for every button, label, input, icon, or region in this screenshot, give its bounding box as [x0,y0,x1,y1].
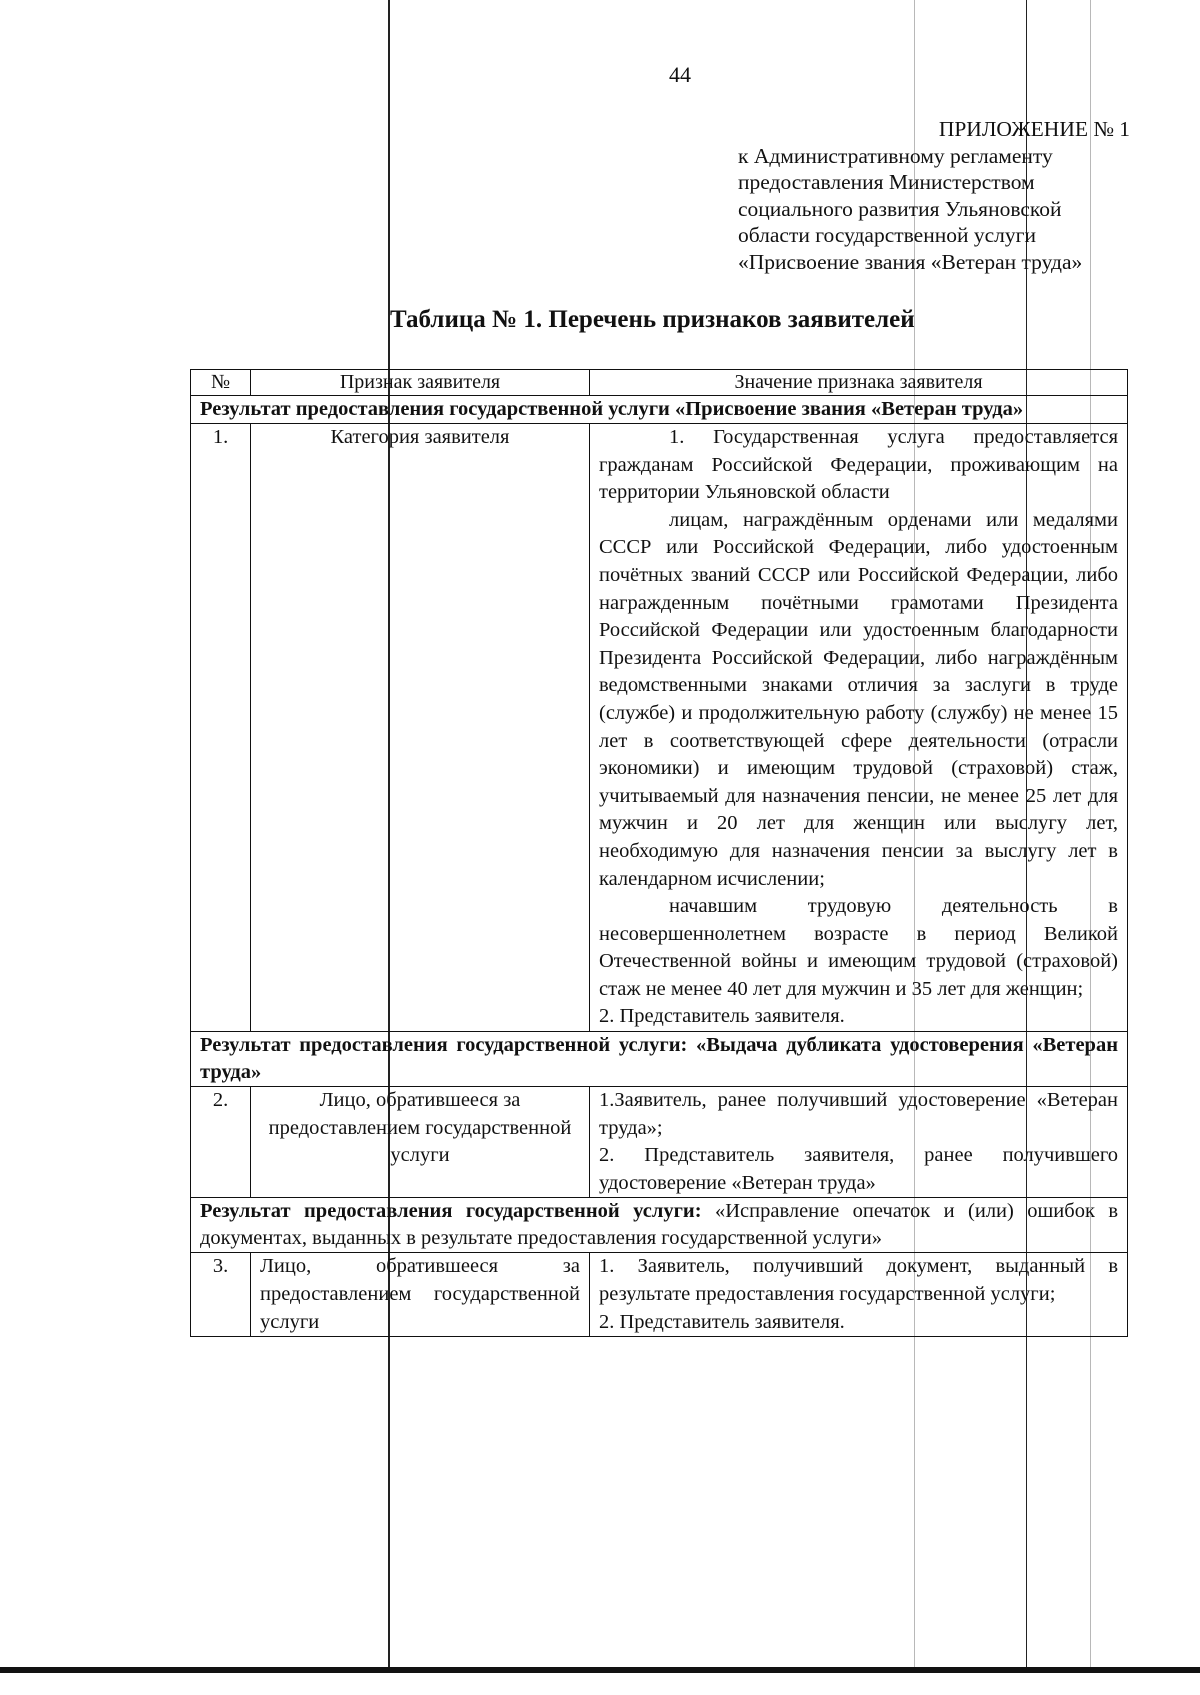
row-value [590,1253,1128,1337]
table-header-row [191,370,1128,396]
applicant-attributes-table [190,369,1128,1337]
row-attribute: Категория заявителя [251,424,590,1032]
appendix-line: предоставления Министерством [738,170,1035,194]
table-row [191,1253,1128,1337]
section-title: Результат предоставления государственной услуги «Присвоение звания «Ветеран труда» [191,396,1128,424]
section-title: Результат предоставления государственной услуги: «Выдача дубликата удостоверения «Ветеран труда» [191,1032,1128,1087]
value-paragraph: 2. Представитель заявителя, ранее получившего удостоверение «Ветеран труда» [599,1144,1118,1194]
value-paragraph: 2. Представитель заявителя. [599,1310,845,1333]
section-row [191,396,1128,424]
page-number: 44 [669,62,691,87]
scan-bottom-edge [0,1667,1200,1673]
appendix-line: «Присвоение звания «Ветеран труда» [738,249,1083,274]
section-title-bold: Результат предоставления государственной услуги: [200,1200,702,1223]
appendix-line: социального развития Ульяновской [738,196,1062,221]
row-attribute: Лицо, обратившееся за предоставлением государственной услуги [251,1087,590,1198]
value-paragraph: лицам, награждённым орденами или медалями СССР или Российской Федерации, либо удостоенным почётных званий СССР или Российской Федерации, либо награжденным почётными грамотами Президента Российской Федерации или удостоенным благодарности Президента Российской Федерации, либо награждённым ведомственными знаками отличия за заслуги в труде (службе) и продолжительную работу (службу) не менее 15 лет в соответствующей сфере деятельности (отрасли экономики) и имеющим трудовой (страховой) стаж, учитываемый для назначения пенсии, не менее 25 лет для мужчин и 20 лет для женщин или выслугу лет, необходимую для назначения пенсии за выслугу лет в календарном исчислении; [599,508,1118,890]
row-attribute: Лицо, обратившееся за предоставлением государственной услуги [251,1253,590,1337]
section-title-rest: «Исправление опечаток и (или) ошибок в документах, выданных в результате предоставления государственной услуги» [200,1200,1118,1250]
row-value [590,1087,1128,1198]
table-title: Таблица № 1. Перечень признаков заявителей [390,306,915,333]
section-row [191,1032,1128,1087]
section-row [191,1198,1128,1253]
value-paragraph: 2. Представитель заявителя. [599,1005,845,1028]
value-paragraph: 1. Государственная услуга предоставляется гражданам Российской Федерации, проживающим на территории Ульяновской области [599,426,1118,504]
value-paragraph: 1.Заявитель, ранее получивший удостоверение «Ветеран труда»; [599,1089,1118,1139]
appendix-header [738,116,1138,275]
value-paragraph: 1. Заявитель, получивший документ, выданный в результате предоставления государственной услуги; [599,1255,1118,1306]
header-number: № [191,370,251,396]
row-number: 3. [191,1253,251,1337]
value-paragraph: начавшим трудовую деятельность в несовершеннолетнем возрасте в период Великой Отечественной войны и имеющим трудовой (страховой) стаж не менее 40 лет для мужчин и 35 лет для женщин; [599,895,1118,1000]
header-attribute: Признак заявителя [251,370,590,396]
row-value [590,424,1128,1032]
row-number: 1. [191,424,251,1032]
section-title [191,1198,1128,1253]
table-row [191,424,1128,1032]
table-row [191,1087,1128,1198]
appendix-heading: ПРИЛОЖЕНИЕ № 1 [938,117,1130,141]
header-value: Значение признака заявителя [590,370,1128,396]
appendix-line: области государственной услуги [738,223,1036,247]
row-number: 2. [191,1087,251,1198]
appendix-line: к Административному регламенту [738,143,1053,168]
